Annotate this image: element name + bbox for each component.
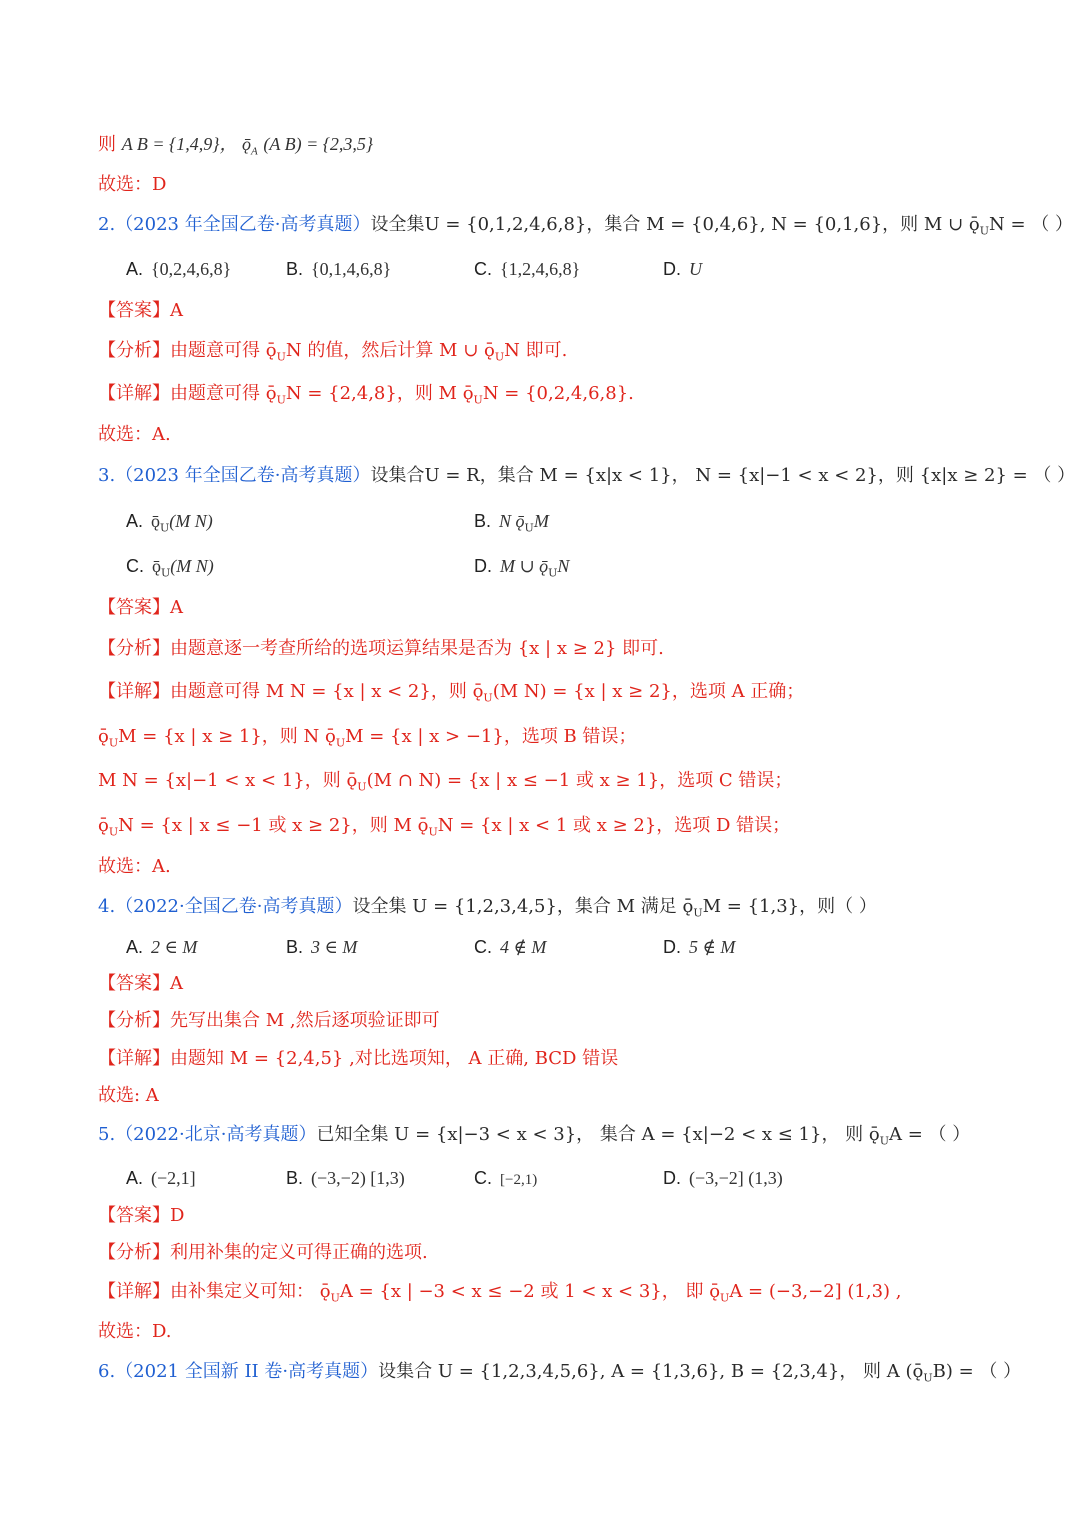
detail-text: N = {0,2,4,6,8}. [482, 383, 634, 404]
question-2-stem [98, 212, 1073, 245]
analysis-tag: 【分析】 [98, 340, 170, 361]
math-subscript: U [494, 350, 505, 364]
option-a: A. $ǭ_U(M$ N) [126, 511, 213, 535]
question-number: 2. [98, 214, 116, 235]
option-c: C. $ǭ_U(M$ N) [126, 556, 214, 580]
answer-line: 【答案】A [98, 597, 183, 618]
analysis-line: 【分析】由题意逐一考查所给的选项运算结果是否为 {x | x ≥ 2} 即可. [98, 638, 664, 659]
option-c: C. 4 ∉ M [474, 937, 547, 957]
option-a: A. 2 ∈ M [126, 937, 198, 957]
choose-line: 故选：A. [98, 856, 171, 877]
solution-conclusion-line [98, 131, 373, 165]
option-label: D. [663, 259, 681, 279]
option-a: A. (−2,1] [126, 1168, 196, 1188]
answer-value: A [170, 300, 183, 321]
analysis-line: 【分析】利用补集的定义可得正确的选项. [98, 1242, 428, 1263]
detail-line-b: $ǭ_UM = \{x$ | x ≥ 1}，则 N $ǭ_UM = \{x$ | x > −1}，选项 B 错误； [98, 726, 637, 750]
option-value: {1,2,4,6,8} [500, 259, 581, 279]
question-6-stem: 6.（2021 全国新 II 卷·高考真题）设集合 U = {1,2,3,4,5,6}, A = {1,3,6}, B = {2,3,4}， 则 A $(ǭ_UB)$ = （ ） [98, 1361, 1022, 1385]
option-value: {0,2,4,6,8} [151, 259, 232, 279]
question-text: 设集合U = R，集合 M = {x|x < 1}， N = {x|−1 < x < 2}，则 {x|x ≥ 2} = （ ） [370, 465, 1076, 486]
question-text-end: N = （ ） [988, 214, 1073, 235]
math-expression: A B = {1,4,9}， ǭ [121, 134, 251, 154]
question-4-stem: 4.（2022·全国乙卷·高考真题）设全集 U = {1,2,3,4,5}，集合 M 满足 $ǭ_UM = \{1,3\}$，则（ ） [98, 896, 877, 920]
option-label: A. [126, 259, 144, 279]
math-subscript: U [276, 393, 286, 407]
option-b: B. 3 ∈ M [286, 937, 358, 957]
question-3-stem [98, 463, 1075, 489]
question-source: （2023 年全国乙卷·高考真题） [115, 465, 371, 486]
option-c [474, 256, 580, 283]
option-label: B. [286, 259, 304, 279]
math-subscript: U [276, 350, 286, 364]
option-c: C. [−2,1) [474, 1168, 538, 1188]
option-a [126, 256, 231, 283]
detail-line: 【详解】由题知 M = {2,4,5} ,对比选项知， A 正确, BCD 错误 [98, 1048, 619, 1069]
detail-tag: 【详解】 [98, 383, 170, 404]
detail-line-c: M N = {x|−1 < x < 1}，则 $ǭ_U(M$ ∩ N) = {x | x ≤ −1 或 x ≥ 1}，选项 C 错误； [98, 770, 793, 794]
analysis-line [98, 338, 567, 371]
detail-text: N = {2,4,8}，则 M ǭ [285, 383, 474, 404]
analysis-text: N 即可. [504, 340, 568, 361]
detail-line: 【详解】由补集定义可知： $ǭ_UA = \{x$ | −3 < x ≤ −2 或 1 < x < 3}， 即 $ǭ_UA = (-3,-2]$ (1,3) , [98, 1281, 902, 1305]
question-5-stem: 5.（2022·北京·高考真题）已知全集 U = {x|−3 < x < 3}， 集合 A = {x|−2 < x ≤ 1}， 则 $ǭ_UA$ = （ ） [98, 1124, 971, 1148]
option-b [286, 256, 391, 283]
text-prefix: 则 [98, 134, 116, 155]
option-b: B. (−3,−2) [1,3) [286, 1168, 405, 1188]
choose-line: 故选: A [98, 1085, 159, 1106]
option-value: {0,1,4,6,8} [311, 259, 392, 279]
option-b: B. N $ǭ_UM$ [474, 511, 549, 535]
option-d: D. M ∪ $ǭ_UN$ [474, 556, 570, 580]
option-value: U [689, 259, 702, 279]
choose-line: 故选：A. [98, 424, 171, 445]
option-d [663, 256, 702, 283]
choose-line: 故选：D [98, 174, 167, 195]
answer-line: 【答案】A [98, 973, 183, 994]
math-expression: (A B) = {2,3,5} [263, 134, 374, 154]
answer-line: 【答案】D [98, 1205, 185, 1226]
question-source: （2023 年全国乙卷·高考真题） [115, 214, 371, 235]
answer-tag: 【答案】 [98, 300, 170, 321]
math-subscript: U [979, 224, 989, 238]
option-label: C. [474, 259, 492, 279]
detail-text: 由题意可得 ǭ [170, 383, 277, 404]
option-d: D. 5 ∉ M [663, 937, 736, 957]
choose-line: 故选：D. [98, 1321, 172, 1342]
option-d: D. (−3,−2] (1,3) [663, 1168, 783, 1188]
math-subscript: A [250, 145, 258, 158]
analysis-text: N 的值，然后计算 M ∪ ǭ [285, 340, 495, 361]
answer-line [98, 298, 183, 324]
detail-line-a: 【详解】由题意可得 M N = {x | x < 2}，则 $ǭ_U(M$ N) = {x | x ≥ 2}，选项 A 正确； [98, 681, 805, 705]
question-text: 设全集U = {0,1,2,4,6,8}，集合 M = {0,4,6}, N = {0,1,6}，则 M ∪ ǭ [370, 214, 980, 235]
math-subscript: U [473, 393, 483, 407]
analysis-line: 【分析】先写出集合 M ,然后逐项验证即可 [98, 1010, 440, 1031]
question-number: 3. [98, 465, 116, 486]
detail-line [98, 381, 634, 414]
detail-line-d: $ǭ_UN = \{x$ | x ≤ −1 或 x ≥ 2}，则 M $ǭ_UN = \{x$ | x < 1 或 x ≥ 2}，选项 D 错误； [98, 815, 791, 839]
analysis-text: 由题意可得 ǭ [170, 340, 277, 361]
